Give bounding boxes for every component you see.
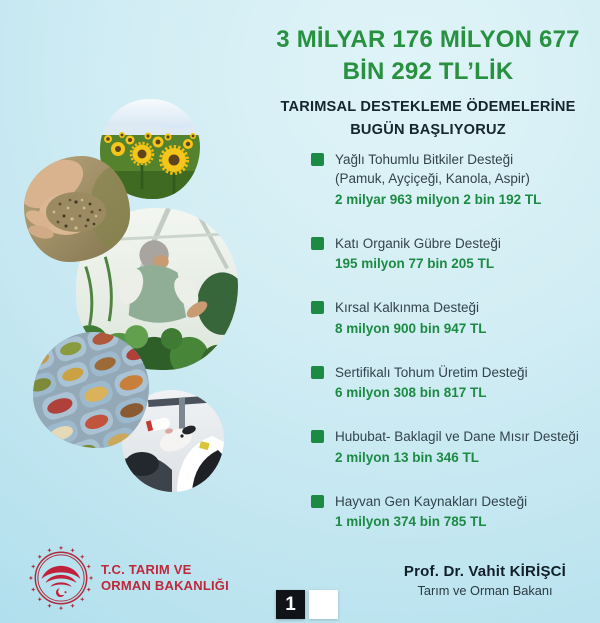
item-amount: 195 milyon 77 bin 205 TL: [335, 256, 495, 272]
item-title: Katı Organik Gübre Desteği: [335, 235, 501, 251]
legumes-market-illustration: [33, 332, 149, 448]
ministry-branding: [28, 545, 229, 611]
item-subtitle: (Pamuk, Ayçiçeği, Kanola, Aspir): [335, 171, 530, 187]
item-title: Kırsal Kalkınma Desteği: [335, 300, 480, 316]
support-item-yagli-tohumlu: [311, 150, 597, 210]
support-item-kati-organik-gubre: [311, 234, 597, 275]
item-amount: 8 milyon 900 bin 947 TL: [335, 320, 487, 336]
page-indicator-current[interactable]: 1: [276, 590, 305, 619]
ministry-name-line1: T.C. TARIM VE: [101, 562, 192, 578]
seeds-in-hands-illustration: [24, 156, 130, 262]
bullet-square-icon: [311, 495, 324, 508]
ministry-emblem-icon: [28, 545, 94, 611]
support-item-kirsal-kalkinma: [311, 298, 597, 339]
item-amount: 6 milyon 308 bin 817 TL: [335, 385, 487, 401]
support-list: [311, 150, 597, 533]
support-item-sertifikali-tohum: [311, 363, 597, 404]
minister-title: Tarım ve Orman Bakanı: [417, 583, 553, 598]
item-amount: 1 milyon 374 bin 785 TL: [335, 514, 487, 530]
item-amount: 2 milyon 13 bin 346 TL: [335, 449, 480, 465]
item-title: Hayvan Gen Kaynakları Desteği: [335, 494, 528, 510]
legumes-market-photo: [33, 332, 149, 448]
bullet-square-icon: [311, 430, 324, 443]
bullet-square-icon: [311, 237, 324, 250]
item-title: Sertifikalı Tohum Üretim Desteği: [335, 364, 528, 380]
headline-subtitle: [262, 96, 594, 141]
headline-amount: [262, 24, 594, 87]
header: [262, 24, 594, 142]
support-item-hayvan-gen: [311, 492, 597, 533]
page-indicator: [276, 590, 338, 619]
minister-name: Prof. Dr. Vahit KİRİŞCİ: [403, 563, 567, 580]
minister-signature: [372, 563, 598, 598]
support-item-hububat-baklagil: [311, 427, 597, 468]
item-title: Hububat- Baklagil ve Dane Mısır Desteği: [335, 429, 579, 445]
ministry-name-line2: ORMAN BAKANLIĞI: [101, 578, 229, 593]
subtitle-line1: TARIMSAL DESTEKLEME ÖDEMELERİNE: [280, 99, 576, 116]
headline-line2: BİN 292 TL’LİK: [342, 57, 514, 85]
item-title: Yağlı Tohumlu Bitkiler Desteği: [335, 152, 514, 167]
item-amount: 2 milyar 963 milyon 2 bin 192 TL: [335, 191, 542, 207]
bullet-square-icon: [311, 301, 324, 314]
bullet-square-icon: [311, 366, 324, 379]
page-indicator-next[interactable]: [309, 590, 338, 619]
bullet-square-icon: [311, 153, 324, 166]
headline-line1: 3 MİLYAR 176 MİLYON 677: [276, 26, 580, 53]
subtitle-line2: BUGÜN BAŞLIYORUZ: [350, 121, 506, 138]
seeds-in-hands-photo: [24, 156, 130, 262]
ministry-name: [101, 562, 229, 593]
